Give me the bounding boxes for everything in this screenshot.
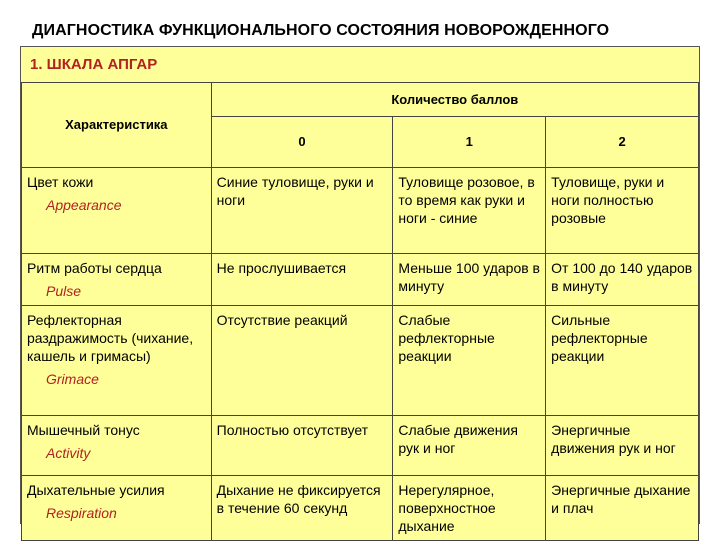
score-1-cell: Нерегулярное, поверхностное дыхание (393, 476, 546, 541)
characteristic-ru: Дыхательные усилия (27, 482, 165, 498)
characteristic-ru: Цвет кожи (27, 174, 94, 190)
header-score-0: 0 (211, 117, 393, 168)
score-1-cell: Слабые движения рук и ног (393, 416, 546, 476)
score-1-cell: Слабые рефлекторные реакции (393, 306, 546, 416)
apgar-table (21, 82, 699, 541)
score-0-cell: Отсутствие реакций (211, 306, 393, 416)
score-2-cell: Туловище, руки и ноги полностью розовые (546, 168, 699, 254)
characteristic-en: Grimace (46, 371, 99, 387)
characteristic-ru: Мышечный тонус (27, 422, 140, 438)
score-1-cell: Меньше 100 ударов в минуту (393, 254, 546, 306)
characteristic-en: Activity (46, 445, 91, 461)
characteristic-en: Appearance (46, 197, 122, 213)
header-characteristic: Характеристика (22, 83, 212, 168)
score-2-cell: Энергичные дыхание и плач (546, 476, 699, 541)
header-score-count: Количество баллов (211, 83, 698, 117)
table-row (22, 254, 699, 306)
row-characteristic (22, 476, 212, 541)
row-characteristic (22, 306, 212, 416)
page-title: ДИАГНОСТИКА ФУНКЦИОНАЛЬНОГО СОСТОЯНИЯ НОВОРОЖДЕННОГО (32, 22, 610, 39)
apgar-panel (20, 46, 700, 534)
characteristic-en: Pulse (46, 283, 82, 299)
header-score-1: 1 (393, 117, 546, 168)
score-2-cell: От 100 до 140 ударов в минуту (546, 254, 699, 306)
row-characteristic (22, 254, 212, 306)
score-0-cell: Полностью отсутствует (211, 416, 393, 476)
table-row (22, 416, 699, 476)
header-score-2: 2 (546, 117, 699, 168)
section-label: 1. ШКАЛА АПГАР (30, 56, 158, 73)
row-characteristic (22, 168, 212, 254)
table-row (22, 168, 699, 254)
characteristic-en: Respiration (46, 505, 117, 521)
row-characteristic (22, 416, 212, 476)
table-row (22, 476, 699, 541)
score-2-cell: Энергичные движения рук и ног (546, 416, 699, 476)
score-0-cell: Дыхание не фиксируется в течение 60 секунд (211, 476, 393, 541)
score-1-cell: Туловище розовое, в то время как руки и ноги - синие (393, 168, 546, 254)
score-0-cell: Синие туловище, руки и ноги (211, 168, 393, 254)
table-row (22, 306, 699, 416)
characteristic-ru: Рефлекторная раздражимость (чихание, кашель и гримасы) (27, 312, 194, 364)
score-2-cell: Сильные рефлекторные реакции (546, 306, 699, 416)
score-0-cell: Не прослушивается (211, 254, 393, 306)
header-row (22, 83, 699, 117)
characteristic-ru: Ритм работы сердца (27, 260, 162, 276)
